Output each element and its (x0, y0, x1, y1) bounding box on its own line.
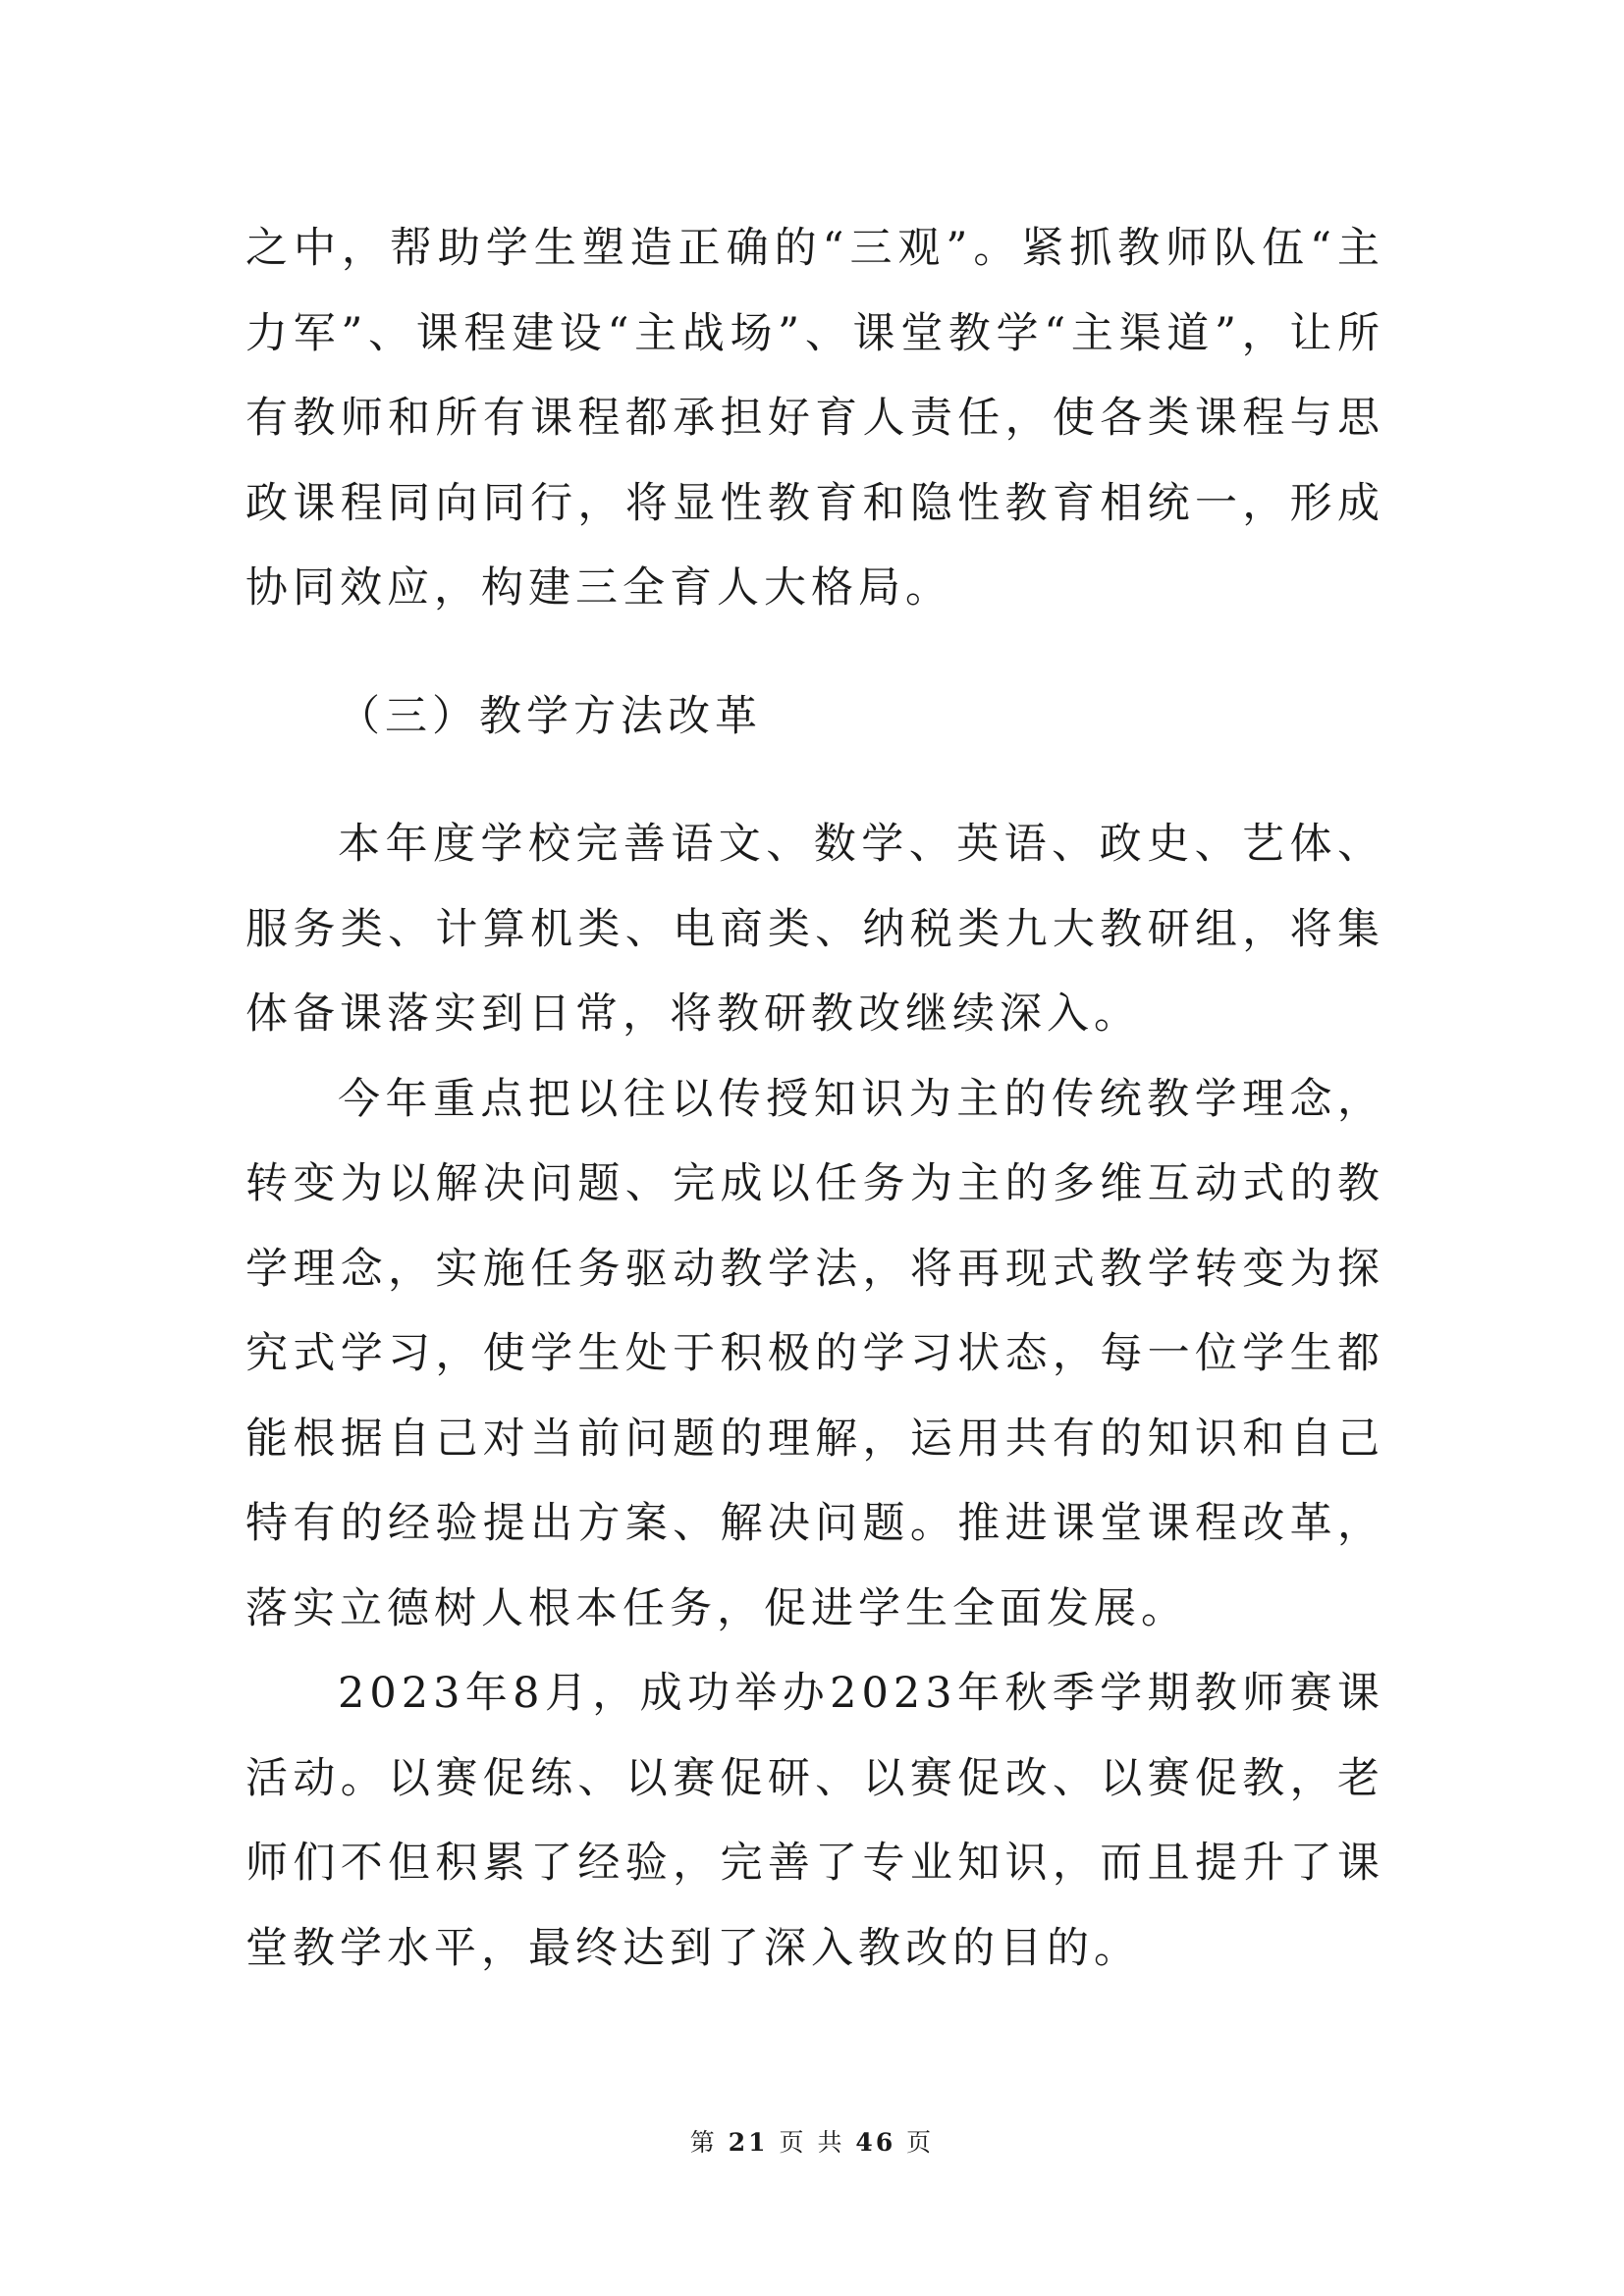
footer-prefix: 第 (689, 2128, 718, 2157)
section-heading: （三）教学方法改革 (338, 691, 762, 741)
total-page-number: 46 (855, 2128, 896, 2157)
paragraph-teaching-philosophy: 今年重点把以往以传授知识为主的传统教学理念，转变为以解决问题、完成以任务为主的多维互动式的教学理念，实施任务驱动教学法，将再现式教学转变为探究式学习，使学生处于积极的学习状态，每一位学生都能根据自己对当前问题的理解，运用共有的知识和自己特有的经验提出方案、解决问题。推进课堂课程改革，落实立德树人根本任务，促进学生全面发展。 (245, 1074, 1384, 1633)
current-page-number: 21 (728, 2128, 769, 2157)
page-footer (0, 2123, 1624, 2159)
body-text (245, 206, 1384, 1991)
footer-middle: 页 共 (779, 2128, 845, 2157)
paragraph-teacher-competition: 2023年8月，成功举办2023年秋季学期教师赛课活动。以赛促练、以赛促研、以赛促改、以赛促教，老师们不但积累了经验，完善了专业知识，而且提升了课堂教学水平，最终达到了深入教改的目的。 (245, 1669, 1384, 1973)
footer-suffix: 页 (906, 2128, 935, 2157)
paragraph-continuation: 之中，帮助学生塑造正确的“三观”。紧抓教师队伍“主力军”、课程建设“主战场”、课堂教学“主渠道”，让所有教师和所有课程都承担好育人责任，使各类课程与思政课程同向同行，将显性教育和隐性教育相统一，形成协同效应，构建三全育人大格局。 (245, 224, 1384, 613)
paragraph-teaching-groups: 本年度学校完善语文、数学、英语、政史、艺体、服务类、计算机类、电商类、纳税类九大教研组，将集体备课落实到日常，将教研教改继续深入。 (245, 820, 1384, 1039)
